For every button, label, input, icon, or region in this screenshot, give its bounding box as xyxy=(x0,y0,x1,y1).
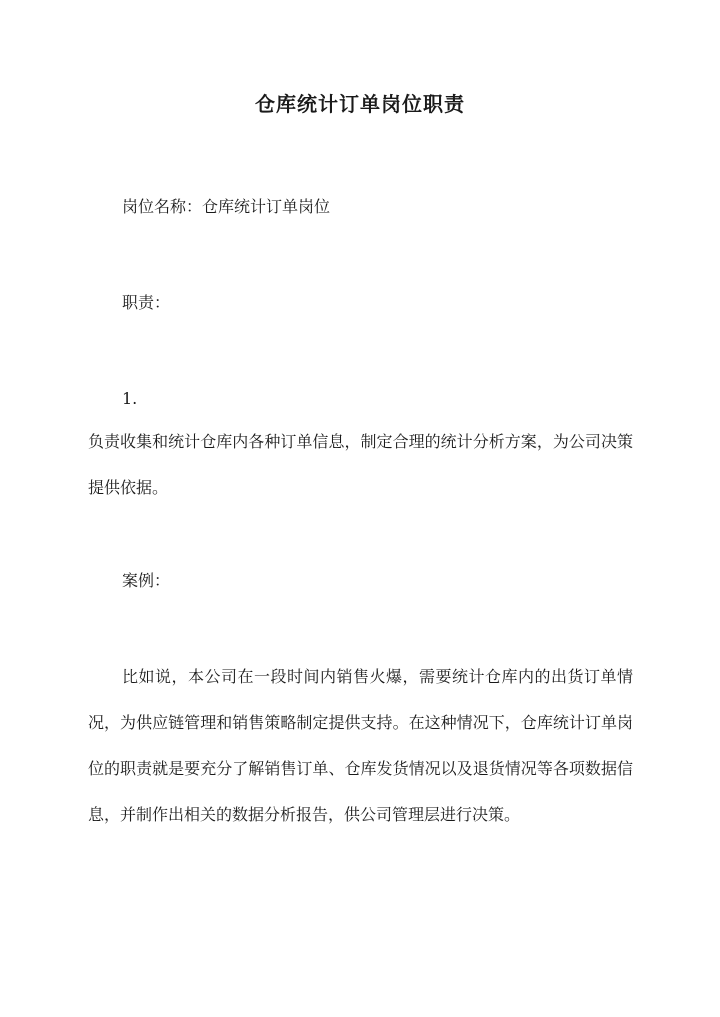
duties-heading: 职责： xyxy=(122,293,171,312)
duty-item-text: 负责收集和统计仓库内各种订单信息，制定合理的统计分析方案，为公司决策提供依据。 xyxy=(88,432,633,497)
case-paragraph: 比如说，本公司在一段时间内销售火爆，需要统计仓库内的出货订单情况，为供应链管理和销售策略制定提供支持。在这种情况下，仓库统计订单岗位的职责就是要充分了解销售订单、仓库发货情况以及退货情况等各项数据信息，并制作出相关的数据分析报告，供公司管理层进行决策。 xyxy=(88,667,633,824)
page-title: 仓库统计订单岗位职责 xyxy=(255,92,465,116)
position-name-line: 岗位名称：仓库统计订单岗位 xyxy=(122,197,331,216)
duty-item-number: 1. xyxy=(122,389,138,408)
case-heading: 案例： xyxy=(122,571,171,590)
